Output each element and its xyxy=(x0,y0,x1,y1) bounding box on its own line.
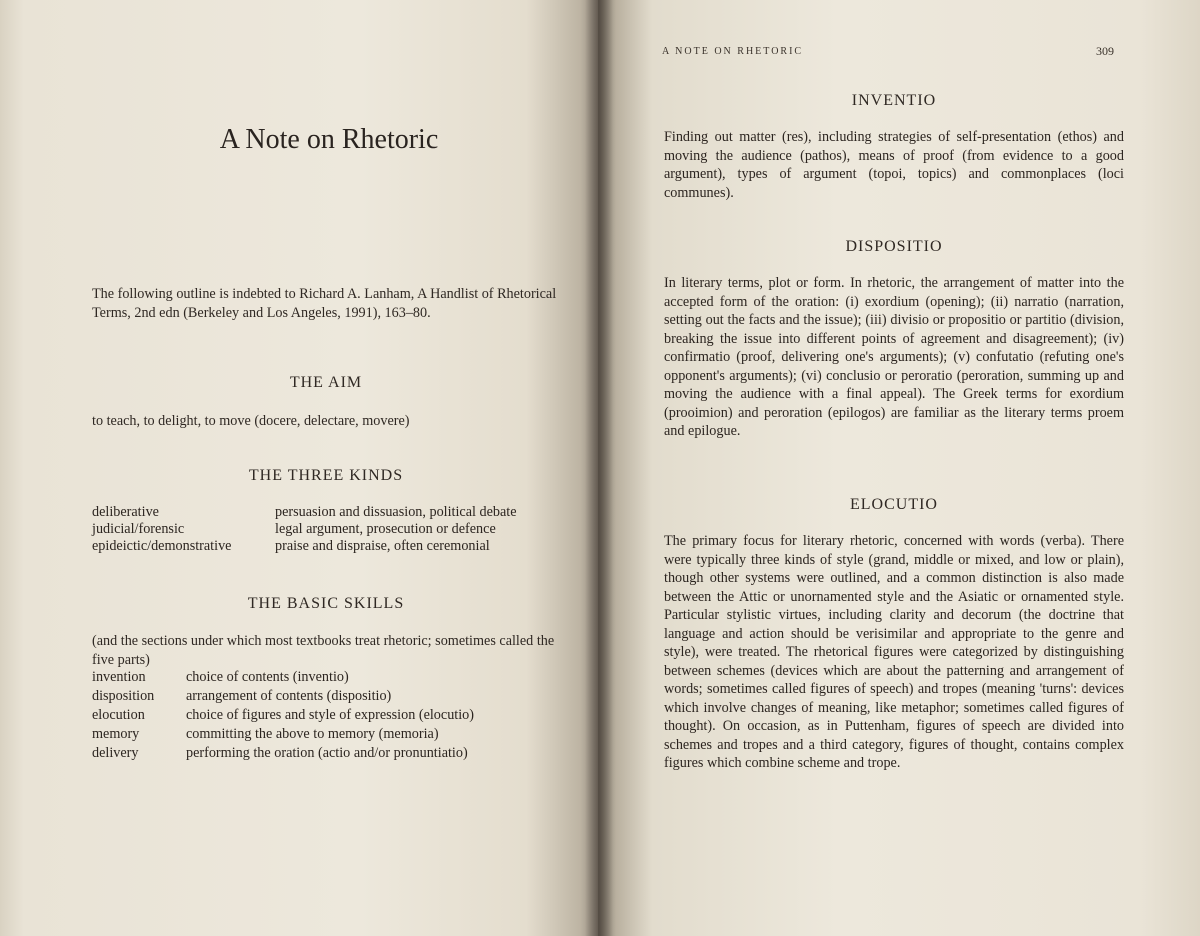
skill-description: arrangement of contents (dispositio) xyxy=(186,688,392,704)
list-item xyxy=(92,687,562,706)
kinds-list xyxy=(92,504,562,555)
heading-elocutio: ELOCUTIO xyxy=(850,496,938,513)
list-item xyxy=(92,521,562,538)
kind-term: epideictic/demonstrative xyxy=(92,538,232,554)
list-item xyxy=(92,538,562,555)
dispositio-text: In literary terms, plot or form. In rhetoric, the arrangement of matter into the accepted form of the oration: (i) exordium (opening); (ii) narratio (narration, setting out the facts and the issue); (iii) divisio or propositio or partitio (division, breaking the issue into different points of agreement and disagreement); (iv) confirmatio (proof, delivering one's arguments); (v) confutatio (refuting one's opponent's arguments); (vi) conclusio or peroratio (peroration, summing up and moving the audience with a final appeal). The Greek terms for exordium (prooimion) and peroration (epilogos) are familiar as the literary terms proem and epilogue. xyxy=(664,275,1124,439)
skill-description: committing the above to memory (memoria) xyxy=(186,726,439,742)
book-gutter xyxy=(585,0,613,936)
heading-the-aim: THE AIM xyxy=(289,374,363,391)
list-item xyxy=(92,504,562,521)
skill-term: elocution xyxy=(92,707,145,723)
skill-term: invention xyxy=(92,669,146,685)
heading-inventio: INVENTIO xyxy=(851,92,937,109)
kind-term: deliberative xyxy=(92,504,159,520)
heading-dispositio: DISPOSITIO xyxy=(845,238,943,255)
intro-paragraph: The following outline is indebted to Richard A. Lanham, A Handlist of Rhetorical Terms, 2nd edn (Berkeley and Los Angeles, 1991), 163–80. xyxy=(92,286,557,321)
list-item xyxy=(92,706,562,725)
heading-basic-skills: THE BASIC SKILLS xyxy=(247,595,405,612)
skill-term: memory xyxy=(92,726,140,742)
list-item xyxy=(92,744,562,763)
list-item xyxy=(92,668,562,687)
aim-text: to teach, to delight, to move (docere, delectare, movere) xyxy=(92,413,410,429)
skill-term: disposition xyxy=(92,688,155,704)
inventio-text: Finding out matter (res), including strategies of self-presentation (ethos) and moving the audience (pathos), means of proof (from evidence to a good argument), types of argument (topoi, topics) and commonplaces (loci communes). xyxy=(664,129,1124,201)
skill-term: delivery xyxy=(92,745,139,761)
right-page xyxy=(598,0,1200,936)
skills-intro: (and the sections under which most textbooks treat rhetoric; sometimes called the five parts) xyxy=(92,633,555,668)
page-title: A Note on Rhetoric xyxy=(219,124,439,155)
page-number: 309 xyxy=(1096,44,1114,58)
kind-description: persuasion and dissuasion, political debate xyxy=(275,504,517,520)
kind-description: praise and dispraise, often ceremonial xyxy=(275,538,490,554)
list-item xyxy=(92,725,562,744)
heading-three-kinds: THE THREE KINDS xyxy=(248,467,404,484)
skill-description: performing the oration (actio and/or pronuntiatio) xyxy=(186,745,468,761)
running-head: A NOTE ON RHETORIC xyxy=(662,46,804,57)
kind-term: judicial/forensic xyxy=(92,521,185,537)
left-page xyxy=(0,0,598,936)
skill-description: choice of contents (inventio) xyxy=(186,669,349,685)
kind-description: legal argument, prosecution or defence xyxy=(275,521,496,537)
elocutio-text: The primary focus for literary rhetoric, concerned with words (verba). There were typically three kinds of style (grand, middle or mixed, and low or plain), though other systems were outlined, and a common distinction is also made between the Attic or unornamented style and the Asiatic or ornamented style. Particular stylistic virtues, including clarity and decorum (the doctrine that language and action should be verisimilar and appropriate to the genre and style), were treated. The rhetorical figures were categorized by distinguishing between schemes (devices which are about the patterning and arrangement of words; sometimes called figures of speech) and tropes (meaning 'turns': devices which involve changes of meaning, like metaphor; sometimes called figures of thought). On occasion, as in Puttenham, figures of speech are divided into schemes and tropes and a third category, figures of thought, contains complex figures which combine scheme and trope. xyxy=(664,533,1124,771)
skills-list xyxy=(92,668,562,763)
skill-description: choice of figures and style of expression (elocutio) xyxy=(186,707,474,723)
